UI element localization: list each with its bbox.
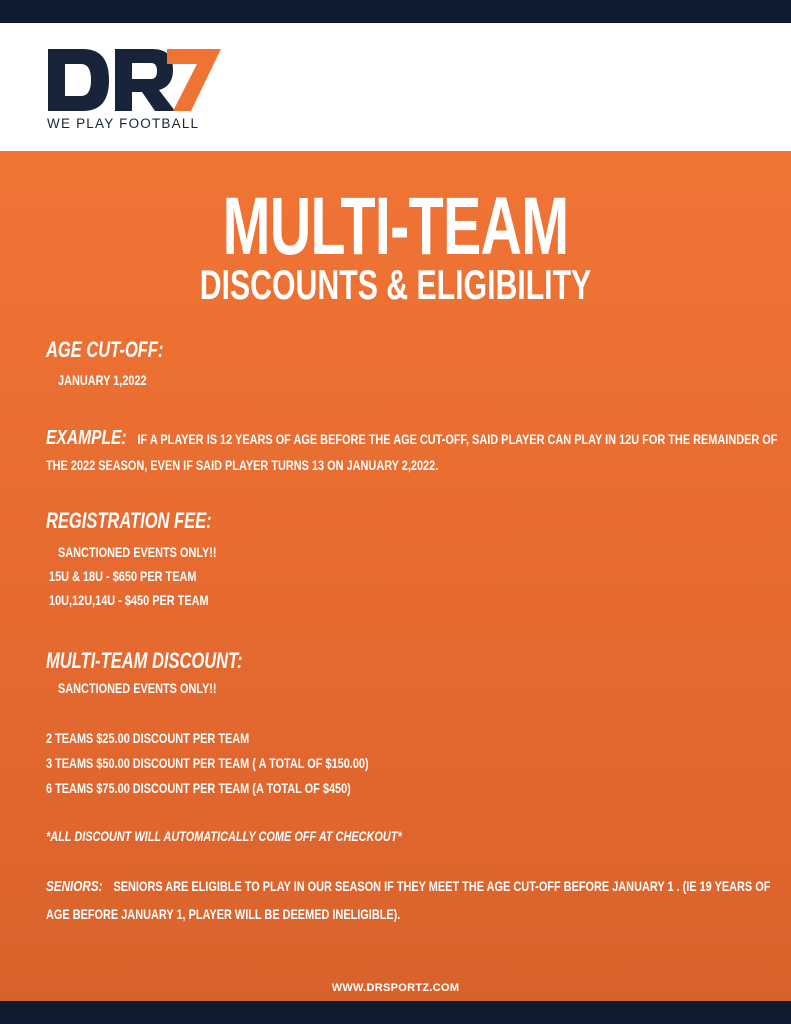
title-line-1: MULTI-TEAM [222,181,569,272]
page-title [0,181,791,308]
checkout-note: *ALL DISCOUNT WILL AUTOMATICALLY COME OFF AT CHECKOUT* [46,828,402,844]
discount-tier-3: 6 TEAMS $75.00 DISCOUNT PER TEAM (A TOTAL OF $450) [46,780,351,796]
example-text-1: IF A PLAYER IS 12 YEARS OF AGE BEFORE THE AGE CUT-OFF, SAID PLAYER CAN PLAY IN 12U FOR THE REMAINDER OF [137,431,778,447]
multi-discount-heading: MULTI-TEAM DISCOUNT: [46,648,243,673]
dr7-logo-mark [45,44,225,116]
registration-heading: REGISTRATION FEE: [46,508,212,533]
example-line-1 [46,427,777,450]
example-line-2: THE 2022 SEASON, EVEN IF SAID PLAYER TURNS 13 ON JANUARY 2,2022. [46,457,439,473]
bottom-bar [0,1001,791,1024]
seniors-line-2: AGE BEFORE JANUARY 1, PLAYER WILL BE DEEMED INELIGIBLE). [46,906,401,922]
website-url: WWW.DRSPORTZ.COM [331,982,460,994]
registration-fee-2: 10U,12U,14U - $450 PER TEAM [49,592,209,608]
age-cutoff-date: JANUARY 1,2022 [58,372,147,388]
discount-tier-2: 3 TEAMS $50.00 DISCOUNT PER TEAM ( A TOTAL OF $150.00) [46,755,369,771]
title-line-2: DISCOUNTS & ELIGIBILITY [199,261,592,308]
registration-fee-1: 15U & 18U - $650 PER TEAM [49,568,197,584]
registration-note: SANCTIONED EVENTS ONLY!! [58,544,217,560]
tagline: WE PLAY FOOTBALL [47,116,200,131]
seniors-text-1: SENIORS ARE ELIGIBLE TO PLAY IN OUR SEASON IF THEY MEET THE AGE CUT-OFF BEFORE JANUARY 1 . (IE 19 YEARS OF [113,878,771,894]
seniors-heading: SENIORS: [46,878,103,895]
age-cutoff-heading: AGE CUT-OFF: [46,337,164,362]
multi-discount-note: SANCTIONED EVENTS ONLY!! [58,680,217,696]
top-bar [0,0,791,23]
seniors-line-1 [46,878,770,895]
discount-tier-1: 2 TEAMS $25.00 DISCOUNT PER TEAM [46,730,250,746]
flyer-body [0,151,791,1001]
example-heading: EXAMPLE: [46,427,127,449]
